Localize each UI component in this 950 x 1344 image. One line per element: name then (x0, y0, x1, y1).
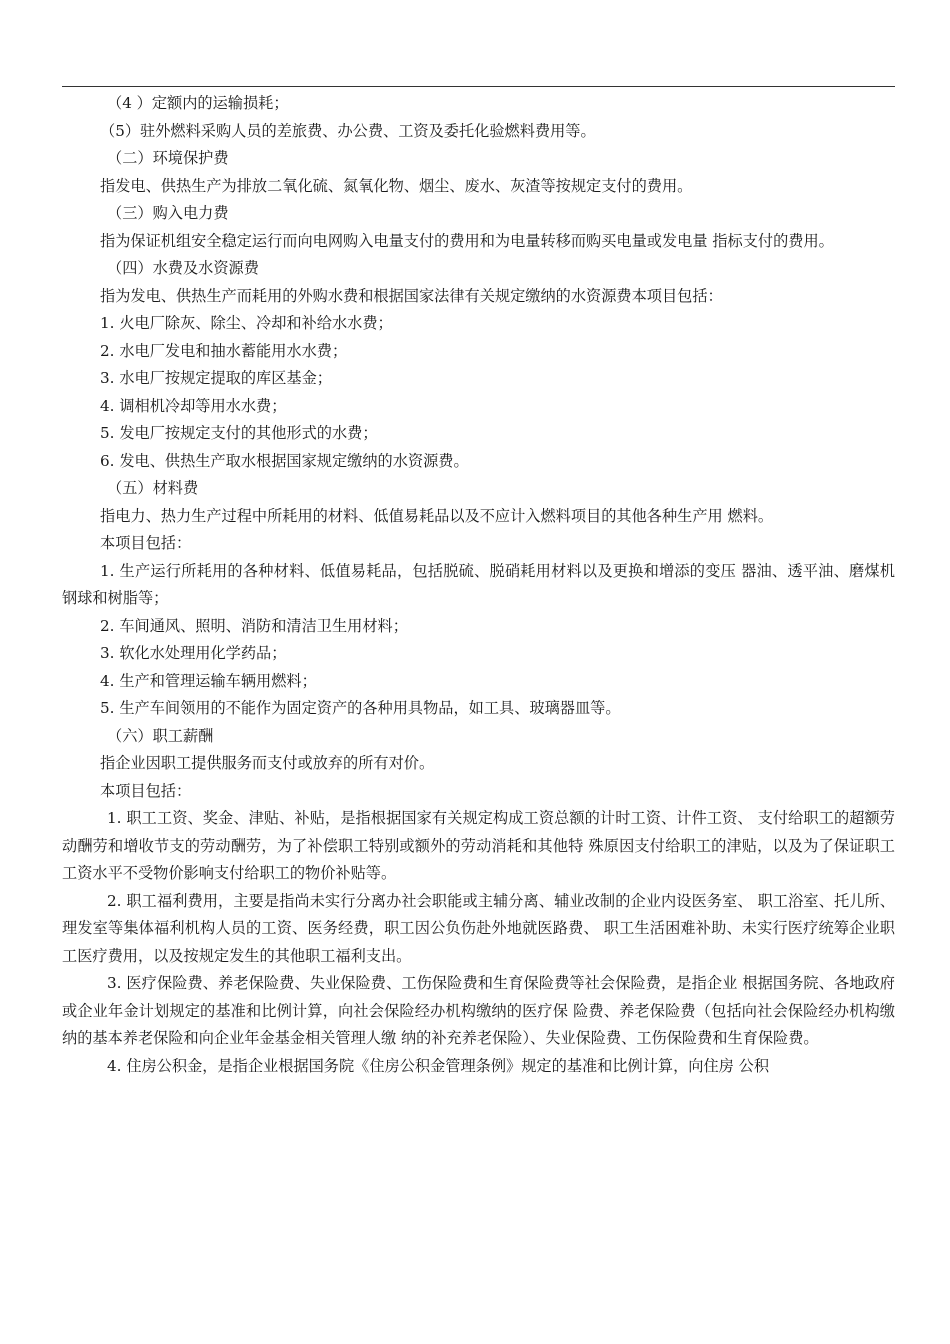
list-item: 4. 生产和管理运输车辆用燃料； (100, 671, 317, 690)
paragraph: 本项目包括： (100, 534, 192, 552)
section-heading: （六）职工薪酬 (107, 726, 214, 745)
paragraph: 指企业因职工提供服务而支付或放弃的所有对价。 (100, 754, 435, 772)
section-heading: （三）购入电力费 (107, 204, 229, 222)
list-item: 5. 发电厂按规定支付的其他形式的水费； (100, 424, 378, 442)
list-item: 2. 车间通风、照明、消防和清洁卫生用材料； (100, 616, 408, 635)
list-item: 1. 职工工资、奖金、津贴、补贴，是指根据国家有关规定构成工资总额的计时工资、计件工资、 支付给职工的超额劳动酬劳和增收节支的劳动酬劳，为了补偿职工特别或额外的劳动消耗和其他特 殊原因支付给职工的津贴，以及为了保证职工工资水平不受物价影响支付给职工的物价补贴等。 (62, 809, 895, 882)
list-item: 6. 发电、供热生产取水根据国家规定缴纳的水资源费。 (100, 451, 469, 470)
list-item: 2. 水电厂发电和抽水蓄能用水水费； (100, 341, 348, 360)
list-item: 4. 住房公积金，是指企业根据国务院《住房公积金管理条例》规定的基准和比例计算，向住房 公积 (107, 1056, 770, 1075)
list-item: 1. 生产运行所耗用的各种材料、低值易耗品，包括脱硫、脱硝耗用材料以及更换和增添的变压 器油、透平油、磨煤机钢球和树脂等； (62, 561, 895, 607)
paragraph: 指发电、供热生产为排放二氧化硫、氮氧化物、烟尘、废水、灰渣等按规定支付的费用。 (100, 176, 693, 195)
list-item: 1. 火电厂除灰、除尘、冷却和补给水水费； (100, 314, 393, 332)
document-body (62, 90, 895, 1080)
paragraph: 本项目包括： (100, 781, 192, 800)
section-heading: （五）材料费 (107, 479, 199, 497)
list-item: 3. 水电厂按规定提取的库区基金； (100, 369, 332, 387)
paragraph: 指为发电、供热生产而耗用的外购水费和根据国家法律有关规定缴纳的水资源费本项目包括： (100, 286, 723, 305)
list-item: 4. 调相机冷却等用水水费； (100, 396, 287, 415)
list-item: 5. 生产车间领用的不能作为固定资产的各种用具物品，如工具、玻璃器皿等。 (100, 699, 621, 717)
paragraph: 指为保证机组安全稳定运行而向电网购入电量支付的费用和为电量转移而购买电量或发电量 指标支付的费用。 (100, 231, 834, 250)
paragraph: （5）驻外燃料采购人员的差旅费、办公费、工资及委托化验燃料费用等。 (100, 121, 596, 140)
list-item: 3. 医疗保险费、养老保险费、失业保险费、工伤保险费和生育保险费等社会保险费，是指企业 根据国务院、各地政府或企业年金计划规定的基准和比例计算，向社会保险经办机构缴纳的医疗保 险费、养老保险费（包括向社会保险经办机构缴纳的基本养老保险和向企业年金基金相关管理人缴 纳的补充养老保险）、失业保险费、工伤保险费和生育保险费。 (62, 974, 895, 1047)
paragraph: 指电力、热力生产过程中所耗用的材料、低值易耗品以及不应计入燃料项目的其他各种生产用 燃料。 (100, 506, 774, 525)
section-heading: （二）环境保护费 (107, 149, 229, 167)
paragraph: （4 ）定额内的运输损耗； (107, 94, 289, 112)
list-item: 2. 职工福利费用，主要是指尚未实行分离办社会职能或主辅分离、辅业改制的企业内设医务室、 职工浴室、托儿所、理发室等集体福利机构人员的工资、医务经费，职工因公负伤赴外地就医路费、 职工生活困难补助、未实行医疗统筹企业职工医疗费用，以及按规定发生的其他职工福利支出。 (62, 891, 895, 965)
list-item: 3. 软化水处理用化学药品； (100, 644, 287, 662)
header-rule (62, 86, 895, 87)
section-heading: （四）水费及水资源费 (107, 259, 259, 277)
